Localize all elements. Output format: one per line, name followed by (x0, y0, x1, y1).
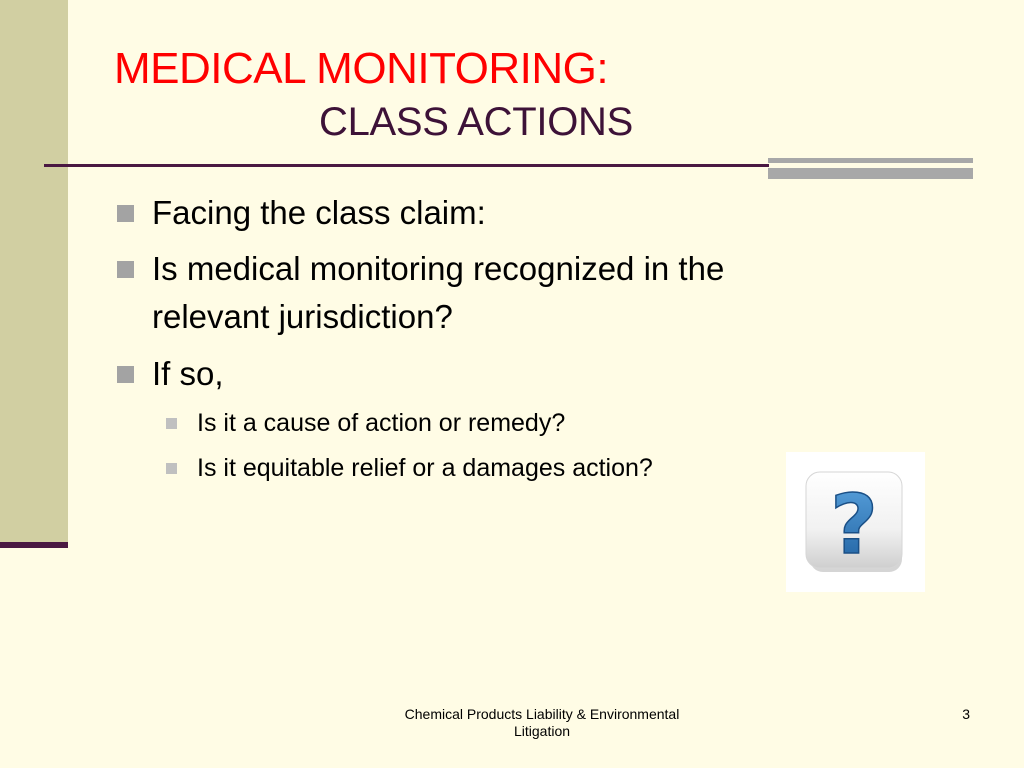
sub-bullet-text: Is it equitable relief or a damages action? (197, 454, 653, 482)
bullet-item (152, 190, 486, 236)
accent-rule-top (768, 158, 973, 163)
bullet-square-icon (117, 261, 134, 278)
sub-bullet-square-icon (166, 463, 177, 474)
bullet-text: If so, (152, 355, 224, 392)
question-mark-graphic (786, 452, 925, 592)
bullet-text: relevant jurisdiction? (152, 298, 453, 335)
sub-bullet-text: Is it a cause of action or remedy? (197, 409, 566, 437)
bullet-square-icon (117, 366, 134, 383)
slide-title-line1: MEDICAL MONITORING: (114, 44, 609, 93)
title-divider (44, 164, 769, 167)
sidebar-rule (0, 542, 68, 548)
bullet-item (152, 246, 724, 292)
sub-bullet-item (197, 451, 653, 485)
sub-bullet-square-icon (166, 418, 177, 429)
bullet-continuation (152, 294, 453, 340)
accent-rule-bottom (768, 168, 973, 179)
slide-title-line2: CLASS ACTIONS (319, 100, 633, 144)
question-mark-icon (786, 452, 925, 592)
bullet-item (152, 351, 224, 397)
question-glyph: ? (830, 478, 878, 573)
sub-bullet-item (197, 406, 565, 440)
page-number: 3 (962, 706, 970, 722)
footer-text (392, 706, 692, 740)
footer-line2: Litigation (513, 723, 571, 739)
bullet-square-icon (117, 205, 134, 222)
bullet-text: Facing the class claim: (152, 194, 486, 231)
left-sidebar-band (0, 0, 68, 545)
bullet-text: Is medical monitoring recognized in the (152, 250, 725, 287)
footer-line1: Chemical Products Liability & Environmental (404, 706, 680, 722)
